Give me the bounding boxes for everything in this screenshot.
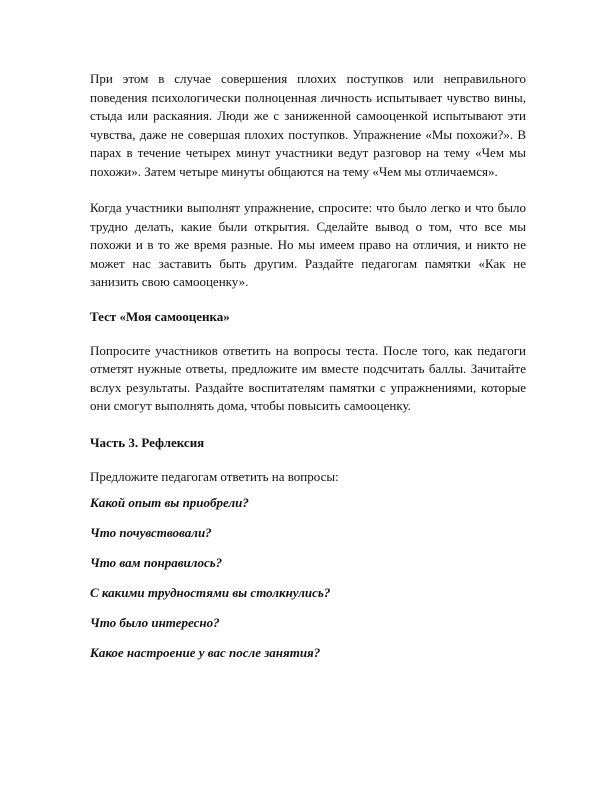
heading-part-3: Часть 3. Рефлексия — [90, 434, 205, 450]
question-item: Что вам понравилось? — [90, 555, 223, 570]
paragraph-intro: При этом в случае совершения плохих поступков или неправильного поведения психологически полноценная личность испытывает чувство вины, стыда или раскаяния. Люди же с заниженной самооценкой испытывают эти чувства, даже не совершая плохих поступков. Упражнение «Мы похожи?». В парах в течение четырех минут участники ведут разговор на тему «Чем мы похожи». Затем четыре минуты общаются на тему «Чем мы отличаемся». — [90, 71, 526, 179]
paragraph-reflection-intro: Предложите педагогам ответить на вопросы: — [90, 468, 339, 484]
question-item: Что было интересно? — [90, 615, 220, 630]
question-item: Какой опыт вы приобрели? — [90, 495, 249, 510]
reflection-questions — [90, 494, 526, 662]
heading-test: Тест «Моя самооценка» — [90, 308, 230, 324]
question-item: Какое настроение у вас после занятия? — [90, 645, 321, 660]
question-item: Что почувствовали? — [90, 525, 212, 540]
document-page — [90, 70, 526, 662]
paragraph-conclusion: Когда участники выполнят упражнение, спросите: что было легко и что было трудно делать, какие были открытия. Сделайте вывод о том, что все мы похожи и в то же время разные. Но мы имеем право на отличия, и никто не может нас заставить быть другим. Раздайте педагогам памятки «Как не занизить свою самооценку». — [90, 200, 526, 289]
paragraph-test: Попросите участников ответить на вопросы теста. После того, как педагоги отметят нужные ответы, предложите им вместе подсчитать баллы. Зачитайте вслух результаты. Раздайте воспитателям памятки с упражнениями, которые они смогут выполнять дома, чтобы повысить самооценку. — [90, 342, 526, 413]
question-item: С какими трудностями вы столкнулись? — [90, 585, 331, 600]
